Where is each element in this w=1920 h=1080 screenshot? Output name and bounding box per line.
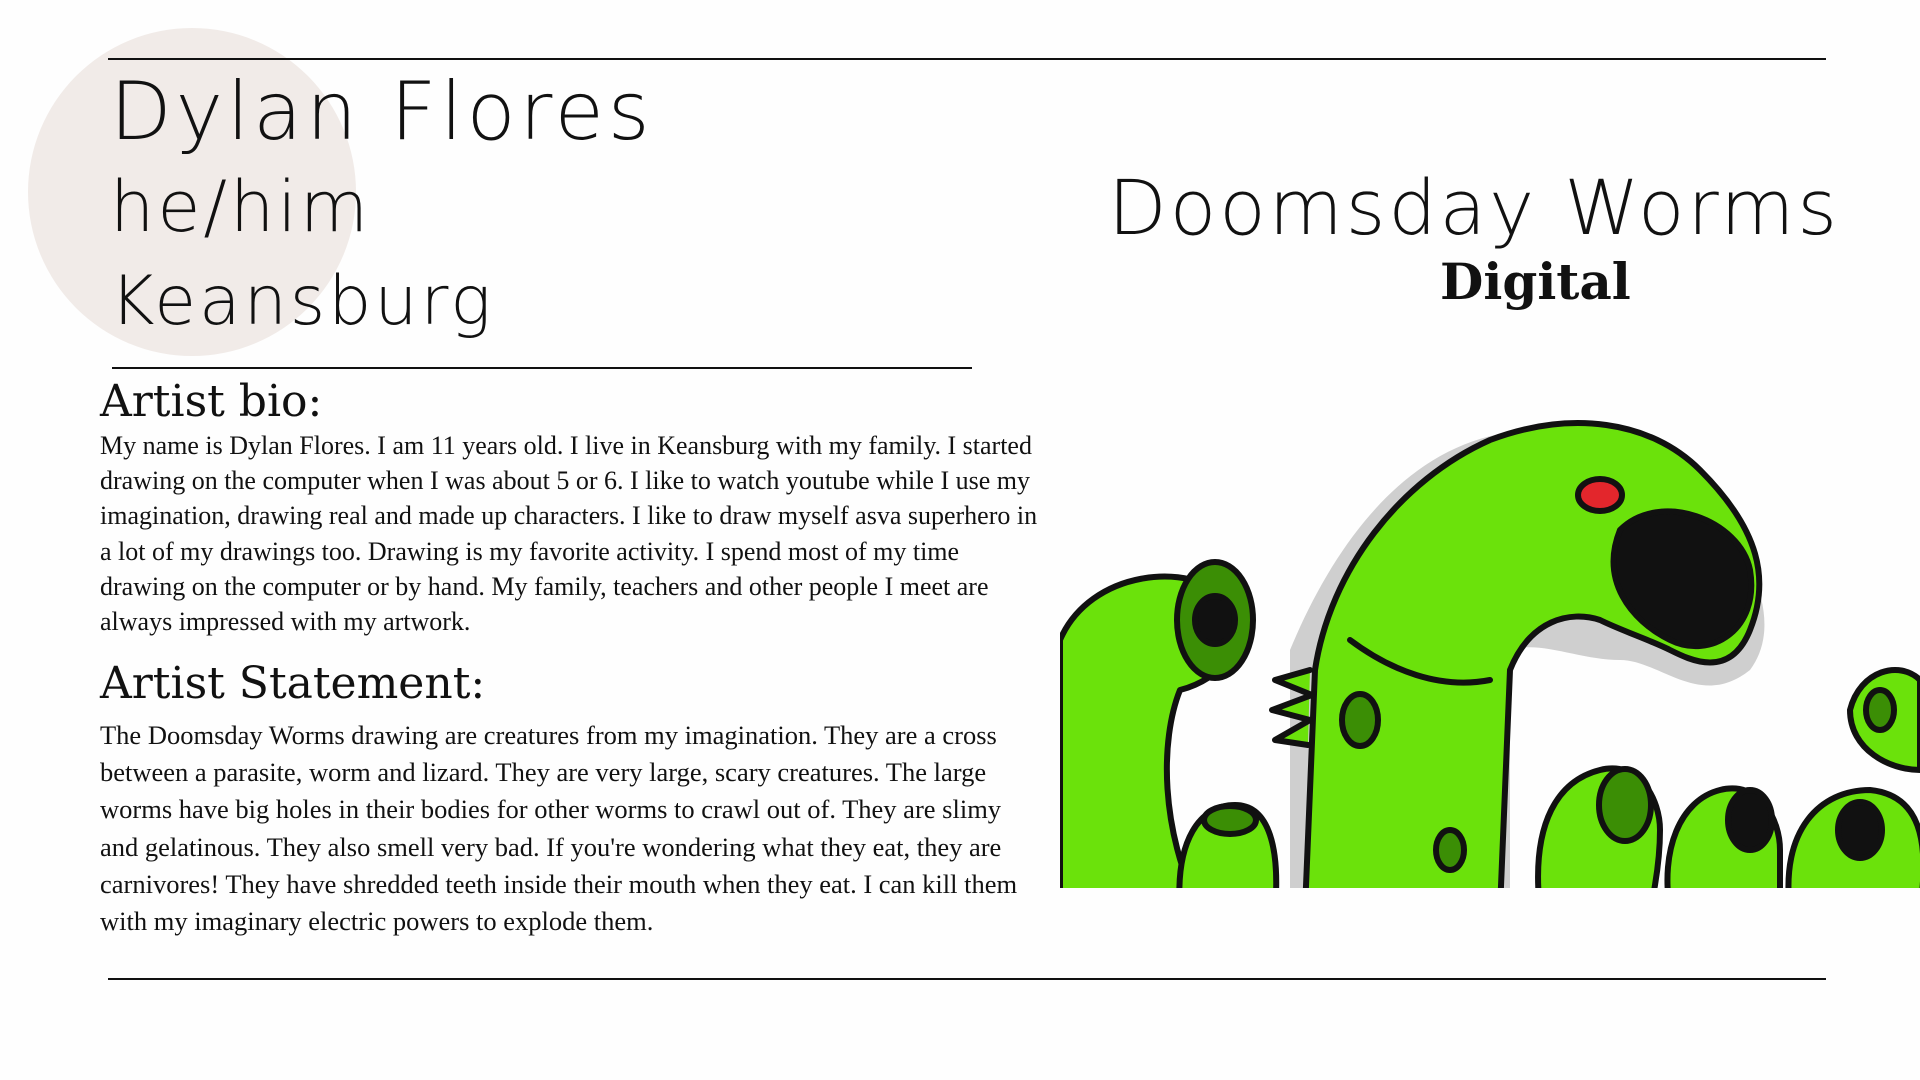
bottom-rule [108, 978, 1826, 980]
top-rule [108, 58, 1826, 60]
artist-name: Dylan Flores [110, 65, 654, 158]
artwork-medium: Digital [1440, 252, 1631, 311]
statement-heading: Artist Statement: [100, 658, 486, 709]
artwork-title: Doomsday Worms [1108, 163, 1840, 252]
bio-heading: Artist bio: [100, 376, 323, 427]
bio-text: My name is Dylan Flores. I am 11 years old. I live in Keansburg with my family. I started drawing on the computer when I was about 5 or 6. I like to watch youtube while I use my imagination, drawing real and made up characters. I like to draw myself asva superhero in a lot of my drawings too. Drawing is my favorite activity. I spend most of my time drawing on the computer or by hand. My family, teachers and other people I meet are always impressed with my artwork. [100, 431, 1038, 637]
artist-town: Keansburg [110, 262, 495, 341]
worm-eye [1578, 479, 1622, 511]
artwork-illustration [1060, 410, 1920, 890]
header-divider [112, 367, 972, 369]
statement-text: The Doomsday Worms drawing are creatures from my imagination. They are a cross between a parasite, worm and lizard. They are very large, scary creatures. The large worms have big holes in their bodies for other worms to crawl out of. They are slimy and gelatinous. They also smell very bad. If you're wondering what they eat, they are carnivores! They have shredded teeth inside their mouth when they eat. I can kill them with my imaginary electric powers to explode them. [100, 720, 1018, 937]
artist-pronouns: he/him [110, 166, 372, 248]
